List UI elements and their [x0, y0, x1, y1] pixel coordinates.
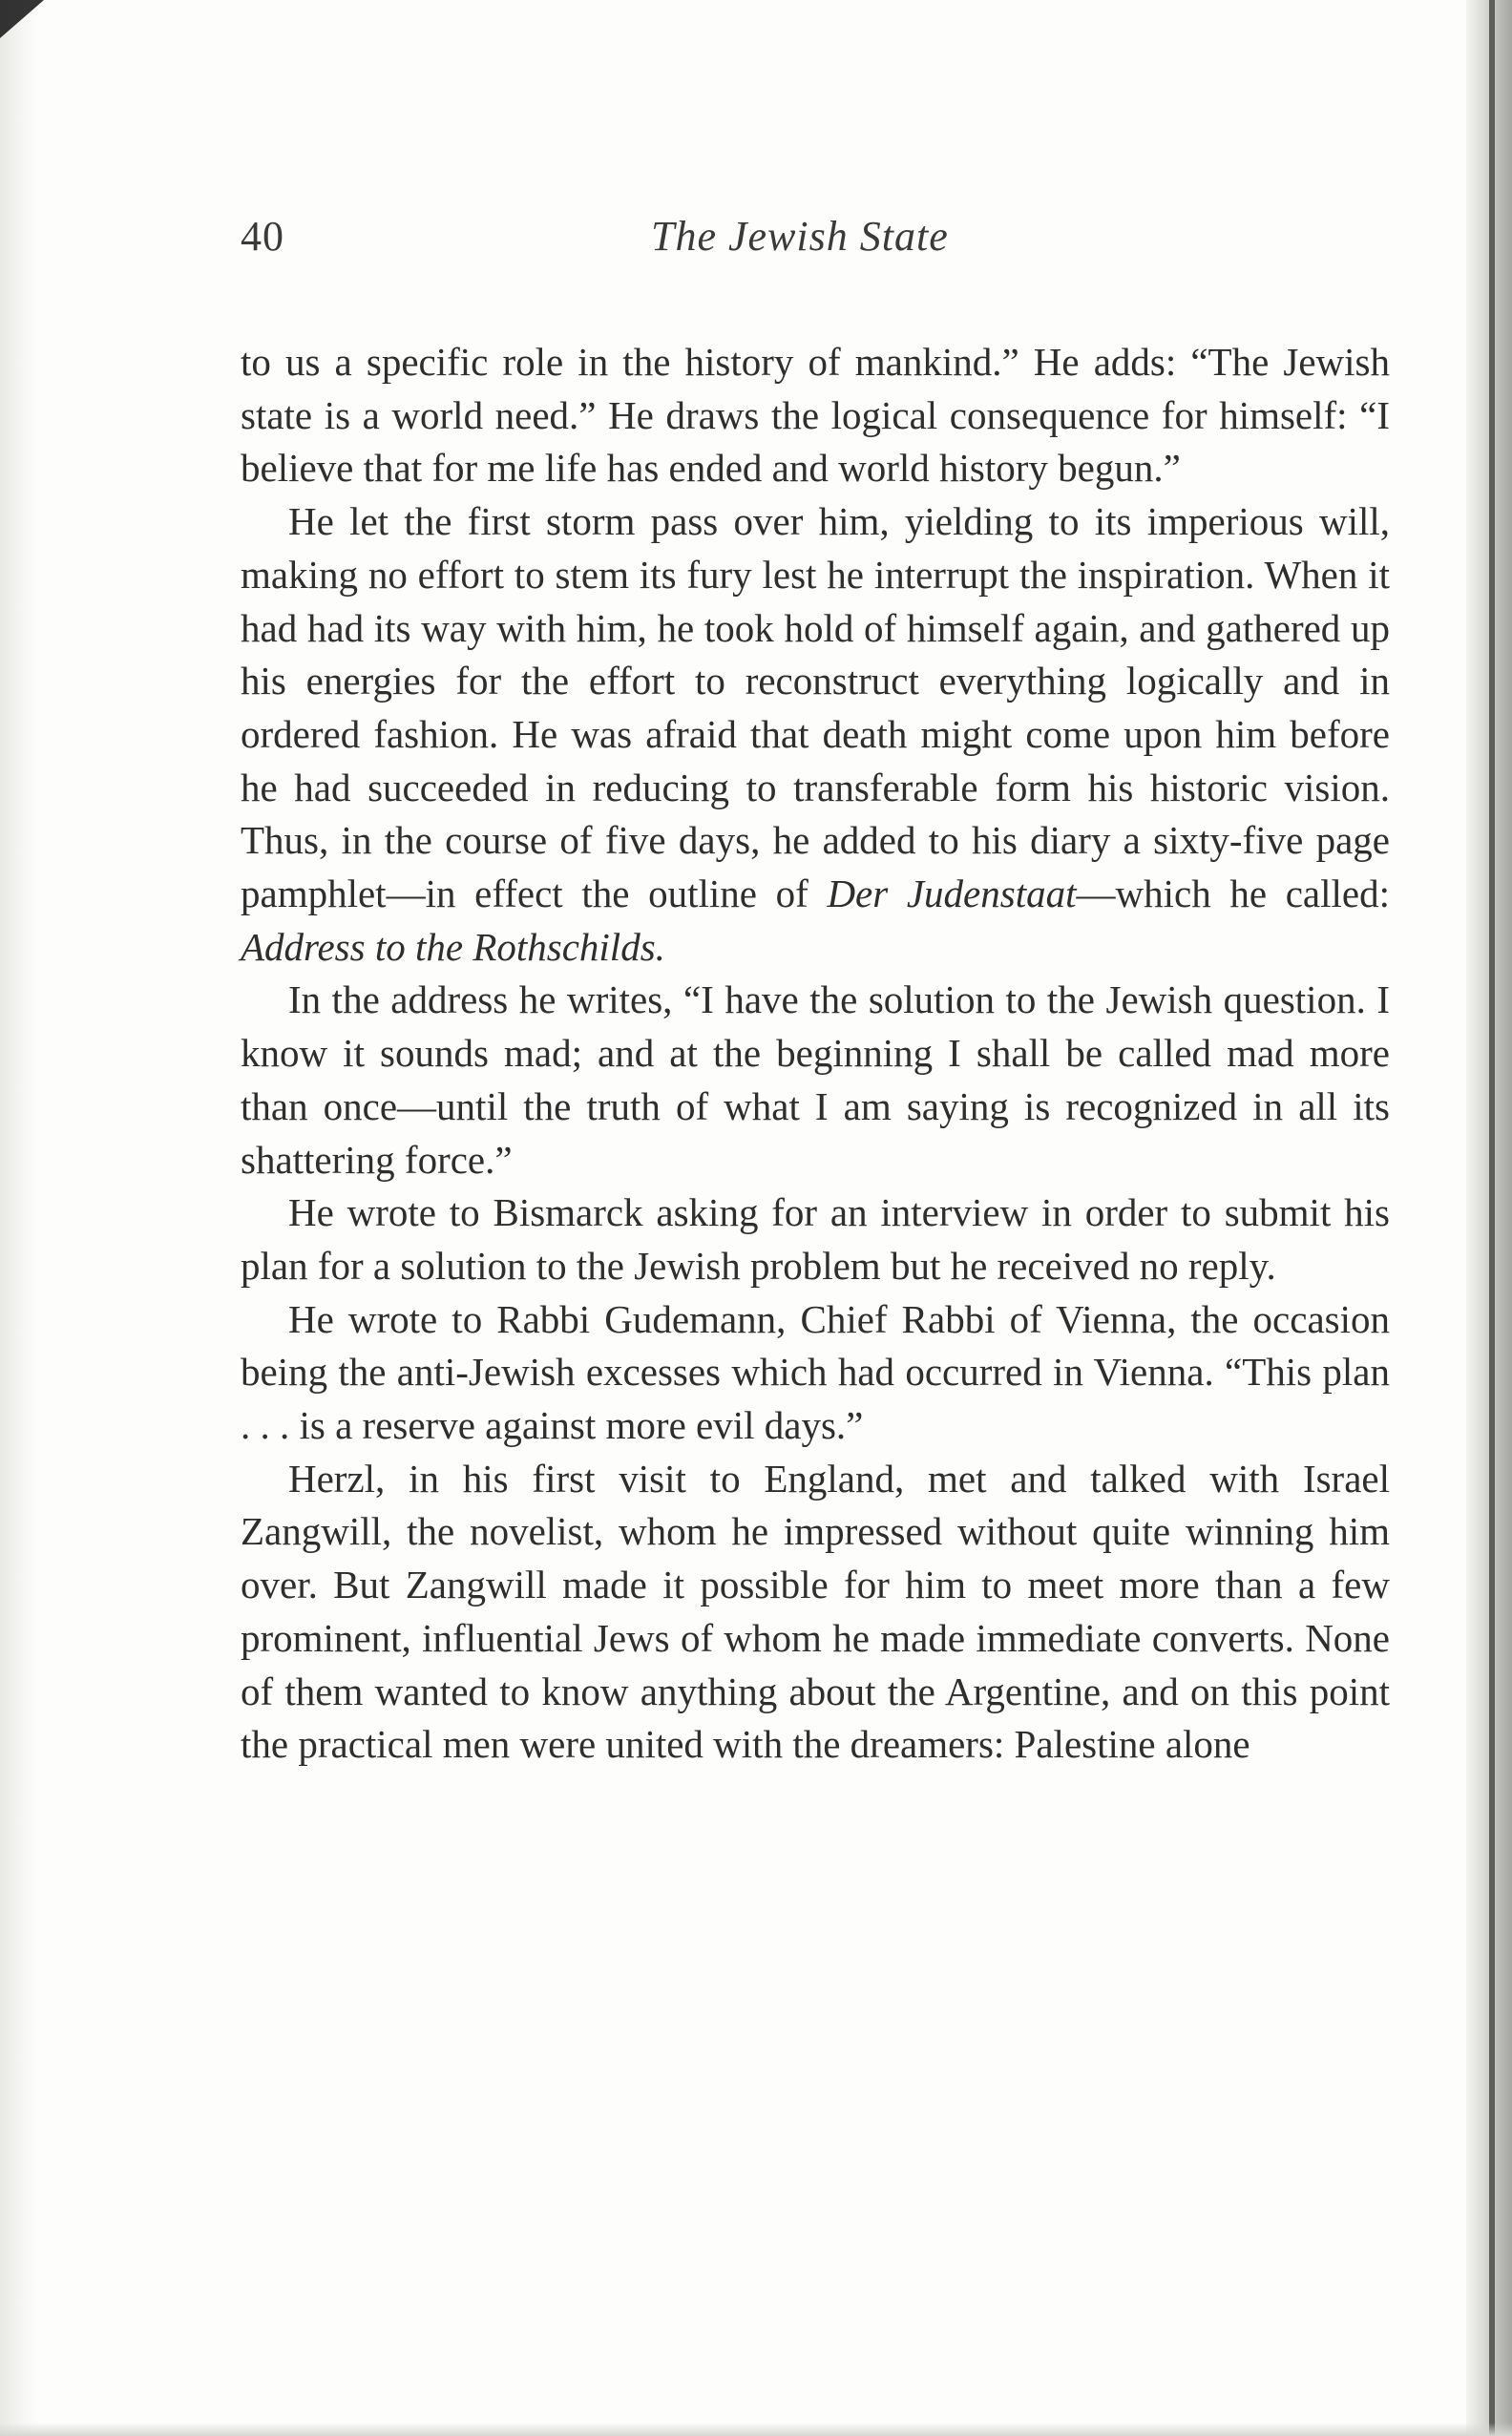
- running-head: [241, 212, 1386, 279]
- paragraph-text: —which he called:: [1076, 872, 1390, 916]
- paragraph: [241, 1453, 1390, 1772]
- book-spine-line: [1489, 0, 1495, 2436]
- paragraph: [241, 1293, 1390, 1453]
- paragraph-text: In the address he writes, “I have the solution to the Jewish question. I know it sounds mad; and at the beginning I shall be called mad more than once—until the truth of what I am saying is recognized in all its shattering force.”: [241, 977, 1390, 1182]
- address-title-italic: Address to the Rothschilds.: [241, 924, 665, 969]
- paragraph-text: to us a specific role in the history of mankind.” He adds: “The Jewish state is a world need.” He draws the logical consequence for himself: “I believe that for me life has ended and world history begun.”: [241, 340, 1390, 491]
- page-left-shadow: [0, 0, 38, 2436]
- paragraph: [241, 495, 1390, 974]
- paragraph: [241, 974, 1390, 1186]
- paragraph: [241, 336, 1390, 495]
- paragraph-text: He wrote to Rabbi Gudemann, Chief Rabbi of Vienna, the occasion being the anti-Jewish excesses which had occurred in Vienna. “This plan . . . is a reserve against more evil days.”: [241, 1296, 1390, 1448]
- page-corner-shadow: [0, 0, 44, 38]
- paragraph-text: Herzl, in his first visit to England, met and talked with Israel Zangwill, the novelist, whom he impressed without quite winning him over. But Zangwill made it possible for him to meet more than a few prominent, influential Jews of whom he made immediate converts. None of them wanted to know anything about the Argentine, and on this point the practical men were united with the dreamers: Palestine alone: [241, 1456, 1390, 1767]
- book-title-italic: Der Judenstaat: [827, 872, 1077, 916]
- body-text: [241, 336, 1390, 1772]
- page-bottom-edge: [0, 2423, 1512, 2436]
- paragraph-text: He wrote to Bismarck asking for an interview in order to submit his plan for a solution to the Jewish problem but he received no reply.: [241, 1190, 1390, 1288]
- running-title: The Jewish State: [651, 213, 949, 260]
- paragraph: [241, 1186, 1390, 1292]
- page-number: 40: [241, 213, 284, 260]
- paragraph-text: He let the first storm pass over him, yielding to its imperious will, making no effort to stem its fury lest he interrupt the inspiration. When it had had its way with him, he took hold of himself again, and gathered up his energies for the effort to reconstruct everything logically and in ordered fashion. He was afraid that death might come upon him before he had succeeded in reducing to transferable form his historic vision. Thus, in the course of five days, he added to his diary a sixty-five page pamphlet—in effect the outline of: [241, 499, 1390, 916]
